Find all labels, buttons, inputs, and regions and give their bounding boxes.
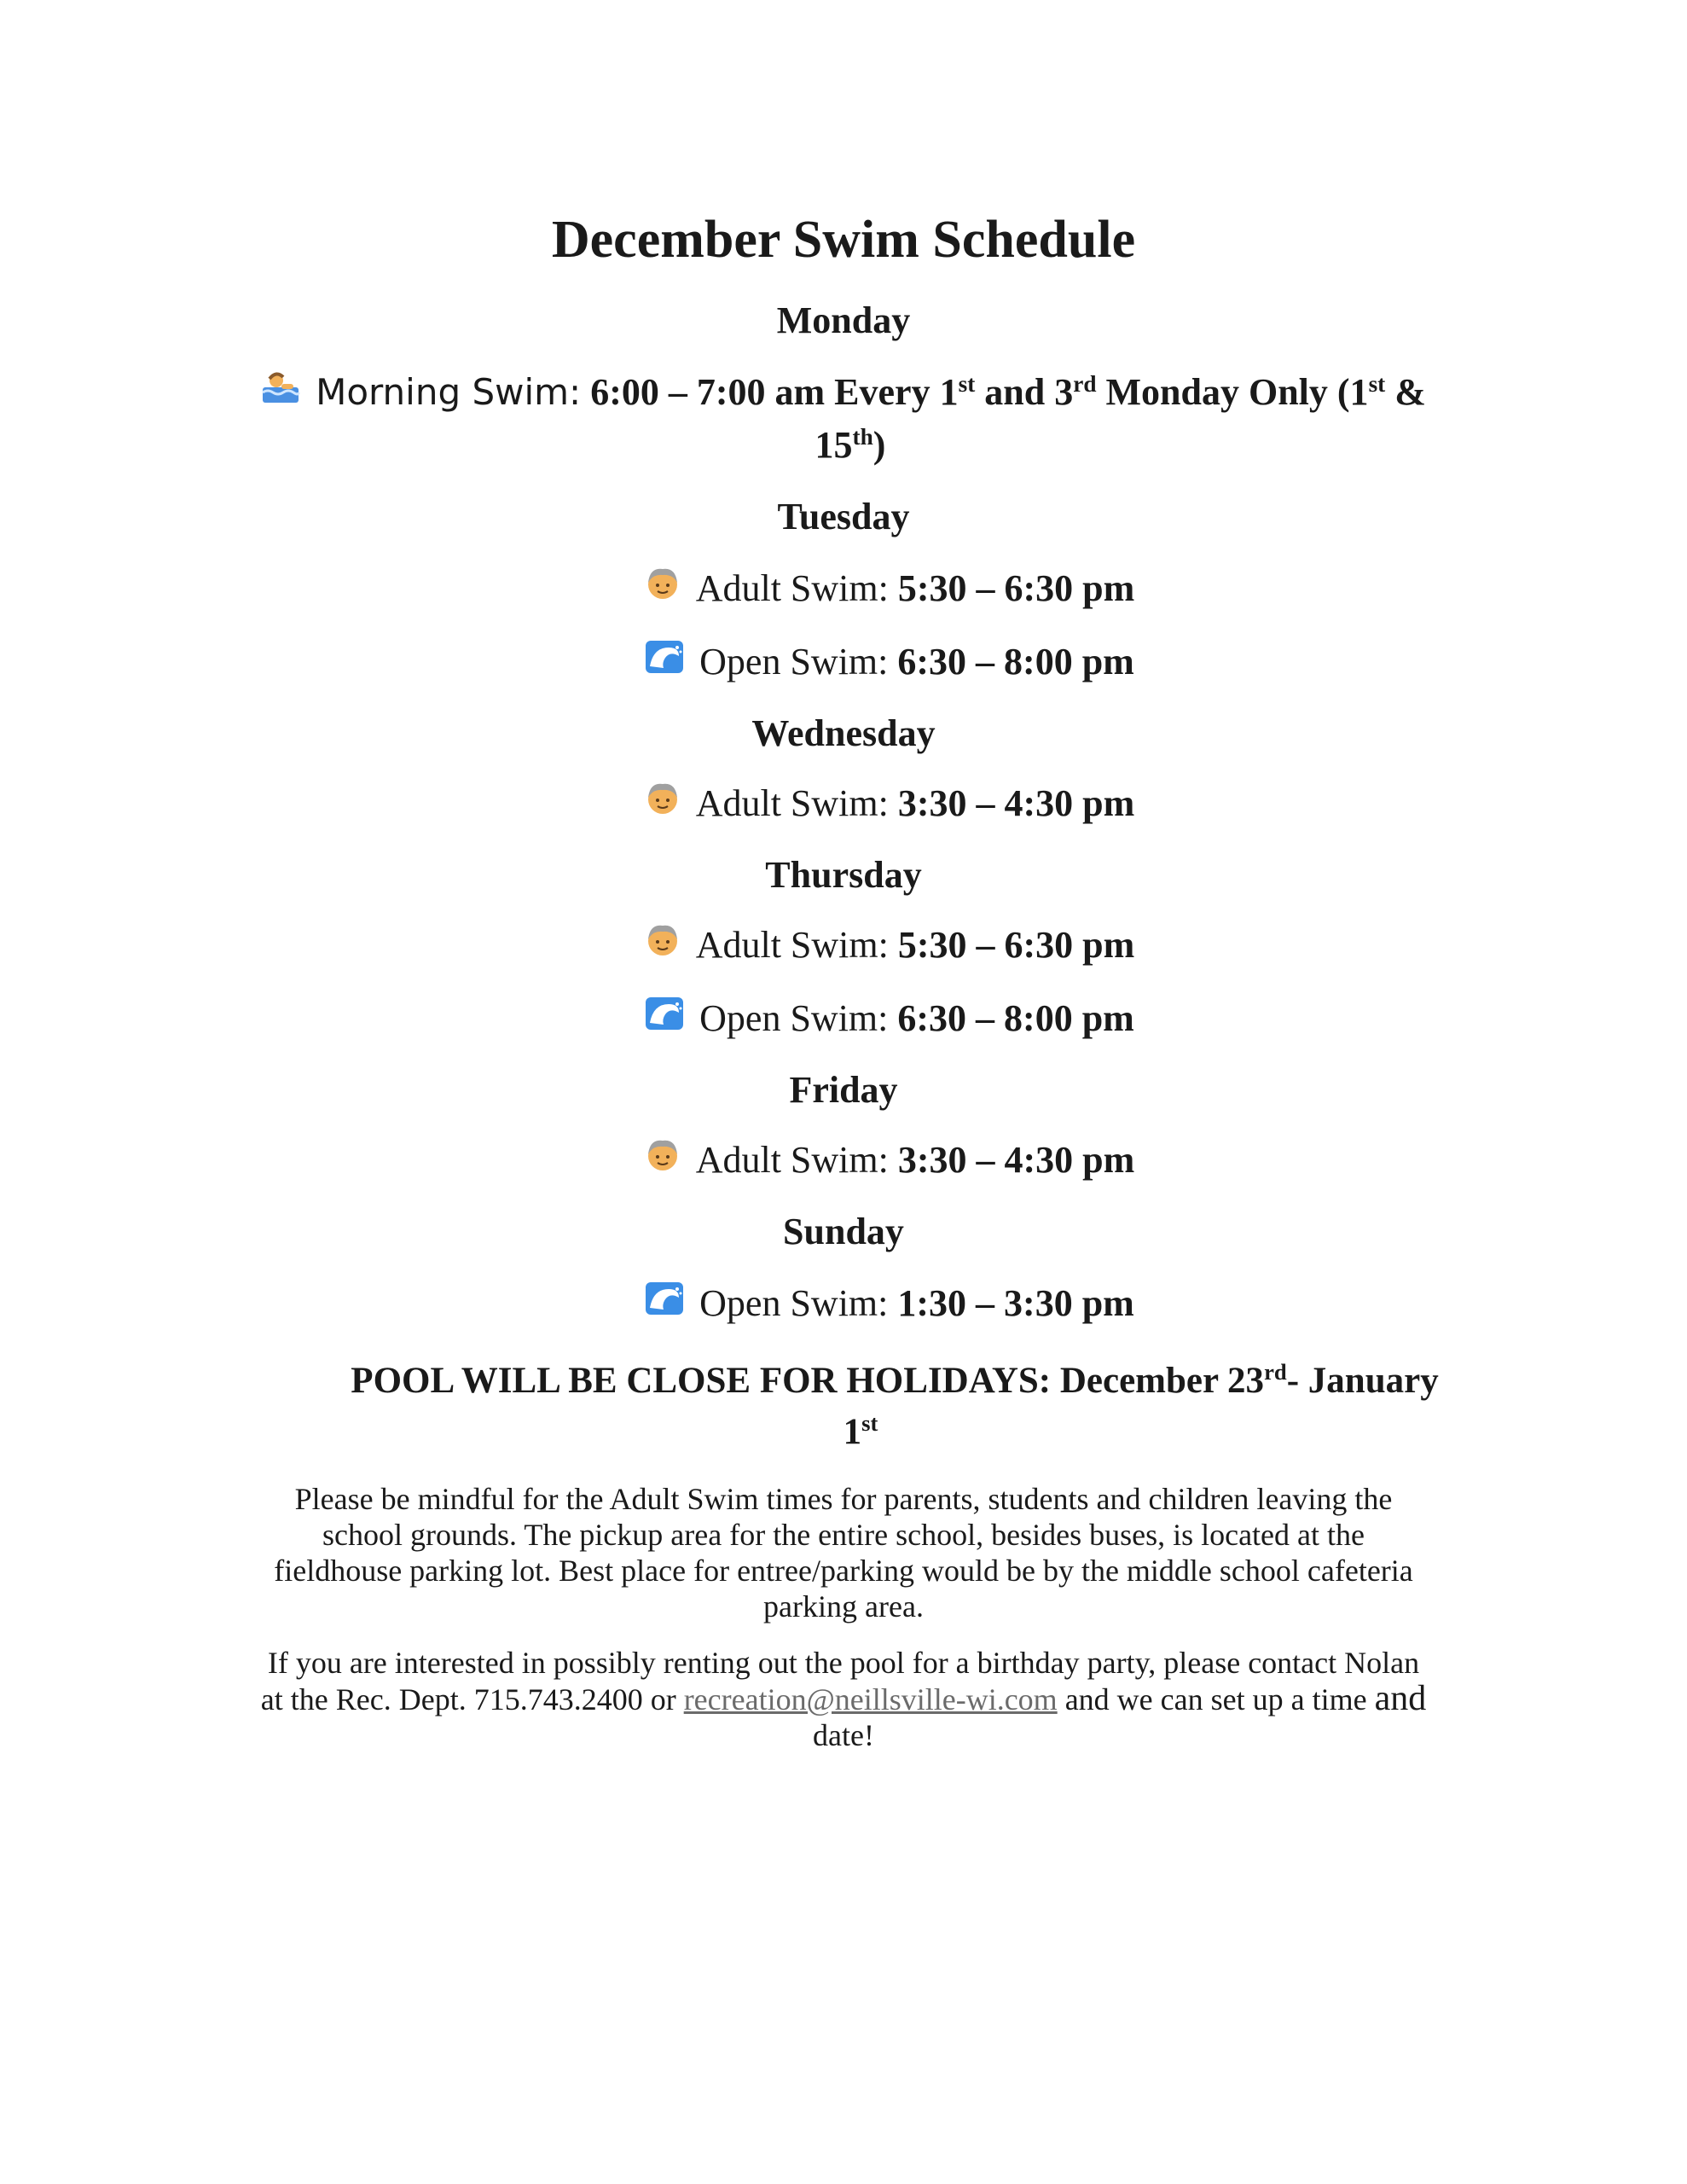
adult-swim-label: Adult Swim: bbox=[695, 924, 889, 966]
person-swimming-icon bbox=[261, 370, 300, 414]
open-swim-time: 6:30 – 8:00 pm bbox=[897, 641, 1134, 682]
friday-adult-swim-row bbox=[0, 1138, 1687, 1186]
thursday-open-swim-row bbox=[0, 996, 1687, 1044]
older-adult-icon bbox=[645, 922, 681, 967]
adult-swim-time: 5:30 – 6:30 pm bbox=[897, 567, 1135, 609]
tuesday-adult-swim-row bbox=[0, 566, 1687, 614]
wednesday-adult-swim-row bbox=[0, 781, 1687, 829]
open-swim-label: Open Swim: bbox=[699, 641, 889, 682]
holiday-closure-notice: POOL WILL BE CLOSE FOR HOLIDAYS: December 23rd- January bbox=[351, 1359, 1439, 1401]
water-wave-icon bbox=[645, 996, 684, 1041]
older-adult-icon bbox=[645, 566, 681, 611]
open-swim-time: 1:30 – 3:30 pm bbox=[897, 1282, 1134, 1324]
day-heading-friday: Friday bbox=[789, 1069, 898, 1111]
open-swim-time: 6:30 – 8:00 pm bbox=[897, 997, 1134, 1039]
adult-swim-label: Adult Swim: bbox=[695, 1139, 889, 1181]
day-heading-monday: Monday bbox=[776, 299, 911, 341]
adult-swim-parking-note: Please be mindful for the Adult Swim times for parents, students and children leaving the school grounds. The pickup area for the entire school, besides buses, is located at the fieldhouse parking lot. Best place for entree/parking would be by the middle school cafeteria parking area. bbox=[274, 1482, 1413, 1623]
pool-rental-note: If you are interested in possibly renting out the pool for a birthday party, please contact Nolan at the Rec. Dept. 715.743.2400 or recreation@neillsville-wi.com and we can set up a time and date! bbox=[260, 1646, 1427, 1752]
adult-swim-label: Adult Swim: bbox=[695, 567, 889, 609]
adult-swim-label: Adult Swim: bbox=[695, 782, 889, 824]
open-swim-label: Open Swim: bbox=[699, 1282, 889, 1324]
morning-swim-label: Morning Swim: bbox=[316, 371, 582, 413]
day-heading-tuesday: Tuesday bbox=[777, 496, 910, 537]
water-wave-icon bbox=[645, 1281, 684, 1326]
older-adult-icon bbox=[645, 781, 681, 826]
tuesday-open-swim-row bbox=[0, 640, 1687, 688]
monday-morning-swim-row bbox=[0, 370, 1687, 417]
adult-swim-time: 5:30 – 6:30 pm bbox=[897, 924, 1135, 966]
morning-swim-time: 6:00 – 7:00 am Every 1st and 3rd Monday Only (1st & bbox=[590, 371, 1426, 413]
open-swim-label: Open Swim: bbox=[699, 997, 889, 1039]
thursday-adult-swim-row bbox=[0, 923, 1687, 971]
monday-morning-swim-continued: 15th) bbox=[815, 424, 886, 466]
water-wave-icon bbox=[645, 639, 684, 684]
day-heading-wednesday: Wednesday bbox=[751, 712, 936, 754]
email-link[interactable]: recreation@neillsville-wi.com bbox=[683, 1682, 1058, 1716]
page-title: December Swim Schedule bbox=[551, 211, 1136, 269]
sunday-open-swim-row bbox=[0, 1281, 1687, 1329]
adult-swim-time: 3:30 – 4:30 pm bbox=[897, 782, 1135, 824]
older-adult-icon bbox=[645, 1137, 681, 1182]
day-heading-thursday: Thursday bbox=[765, 854, 922, 896]
holiday-closure-notice-continued: 1st bbox=[843, 1410, 878, 1452]
adult-swim-time: 3:30 – 4:30 pm bbox=[897, 1139, 1135, 1181]
day-heading-sunday: Sunday bbox=[783, 1211, 904, 1252]
